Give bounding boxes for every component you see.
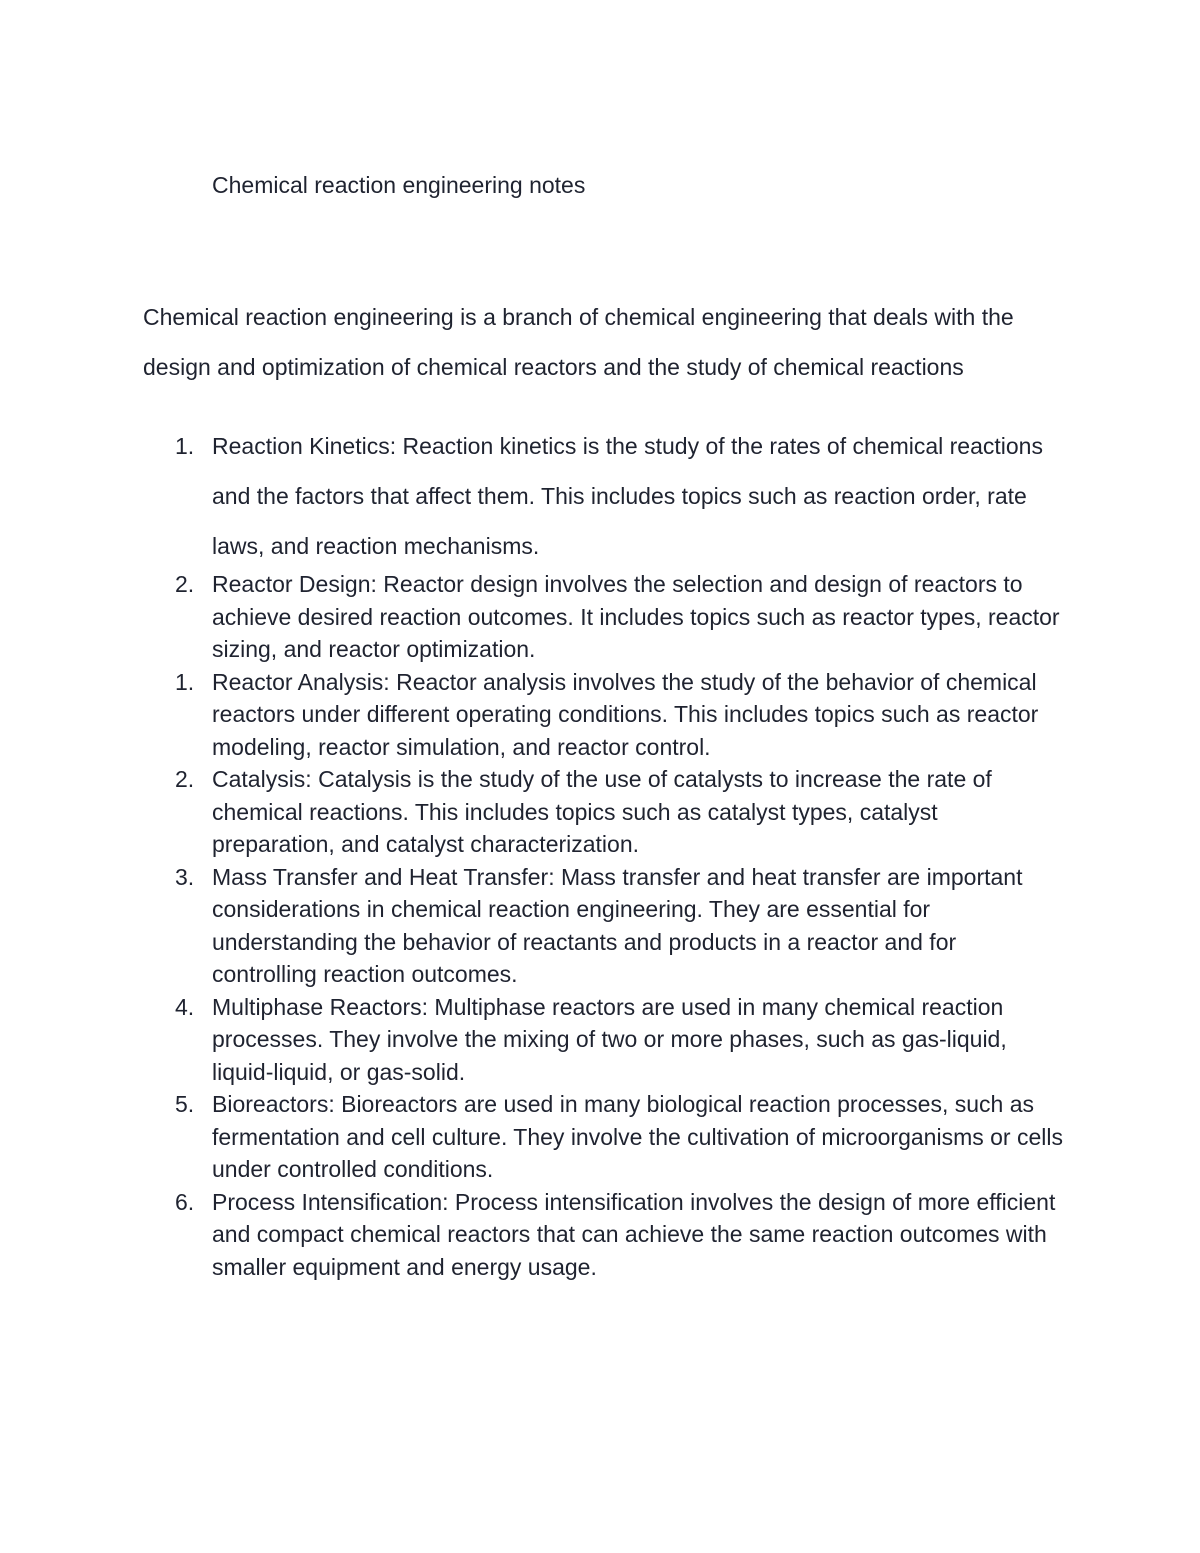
list-item-text: Reactor Analysis: Reactor analysis involves the study of the behavior of chemical reactors under different operating conditions. This includes topics such as reactor modeling, reactor simulation, and reactor control. — [212, 668, 1039, 760]
list-item-number: 1. — [175, 433, 195, 459]
list-item-text: Mass Transfer and Heat Transfer: Mass transfer and heat transfer are important considerations in chemical reaction engineering. They are essential for understanding the behavior of reactants and products in a reactor and for controlling reaction outcomes. — [212, 863, 1023, 987]
list-item-number: 4. — [175, 993, 195, 1020]
list-item — [143, 1088, 1063, 1186]
list-item-text: Catalysis: Catalysis is the study of the use of catalysts to increase the rate of chemical reactions. This includes topics such as catalyst types, catalyst preparation, and catalyst characterization. — [212, 766, 992, 857]
list-item — [143, 763, 1063, 861]
list-item — [143, 421, 1063, 571]
list-item-number: 2. — [175, 766, 195, 792]
list-item-text: Bioreactors: Bioreactors are used in many biological reaction processes, such as fermentation and cell culture. They involve the cultivation of microorganisms or cells under controlled conditions. — [212, 1091, 1063, 1182]
list-item — [143, 1186, 1063, 1284]
list-item-number: 5. — [175, 1091, 195, 1117]
list-item — [143, 991, 1063, 1089]
list-item-text: Reaction Kinetics: Reaction kinetics is the study of the rates of chemical reactions and the factors that affect them. This includes topics such as reaction order, rate laws, and reaction mechanisms. — [212, 433, 1043, 559]
topic-list-secondary — [143, 568, 1063, 1283]
list-item-text: Reactor Design: Reactor design involves the selection and design of reactors to achieve desired reaction outcomes. It includes topics such as reactor types, reactor sizing, and reactor optimization. — [212, 571, 1060, 662]
list-item-text: Multiphase Reactors: Multiphase reactors are used in many chemical reaction processes. They involve the mixing of two or more phases, such as gas-liquid, liquid-liquid, or gas-solid. — [212, 993, 1007, 1085]
list-item-number: 2. — [175, 571, 195, 597]
list-item-number: 6. — [175, 1188, 195, 1215]
list-item-number: 1. — [175, 668, 195, 695]
list-item-text: Process Intensification: Process intensification involves the design of more efficient and compact chemical reactors that can achieve the same reaction outcomes with smaller equipment and energy usage. — [212, 1188, 1056, 1280]
list-item — [143, 666, 1063, 764]
intro-paragraph: Chemical reaction engineering is a branch of chemical engineering that deals with the design and optimization of chemical reactors and the study of chemical reactions — [143, 304, 1014, 380]
document-title: Chemical reaction engineering notes — [212, 172, 586, 198]
topic-list-primary — [143, 421, 1063, 571]
list-item — [143, 861, 1063, 991]
list-item — [143, 568, 1063, 666]
list-item-number: 3. — [175, 863, 195, 890]
